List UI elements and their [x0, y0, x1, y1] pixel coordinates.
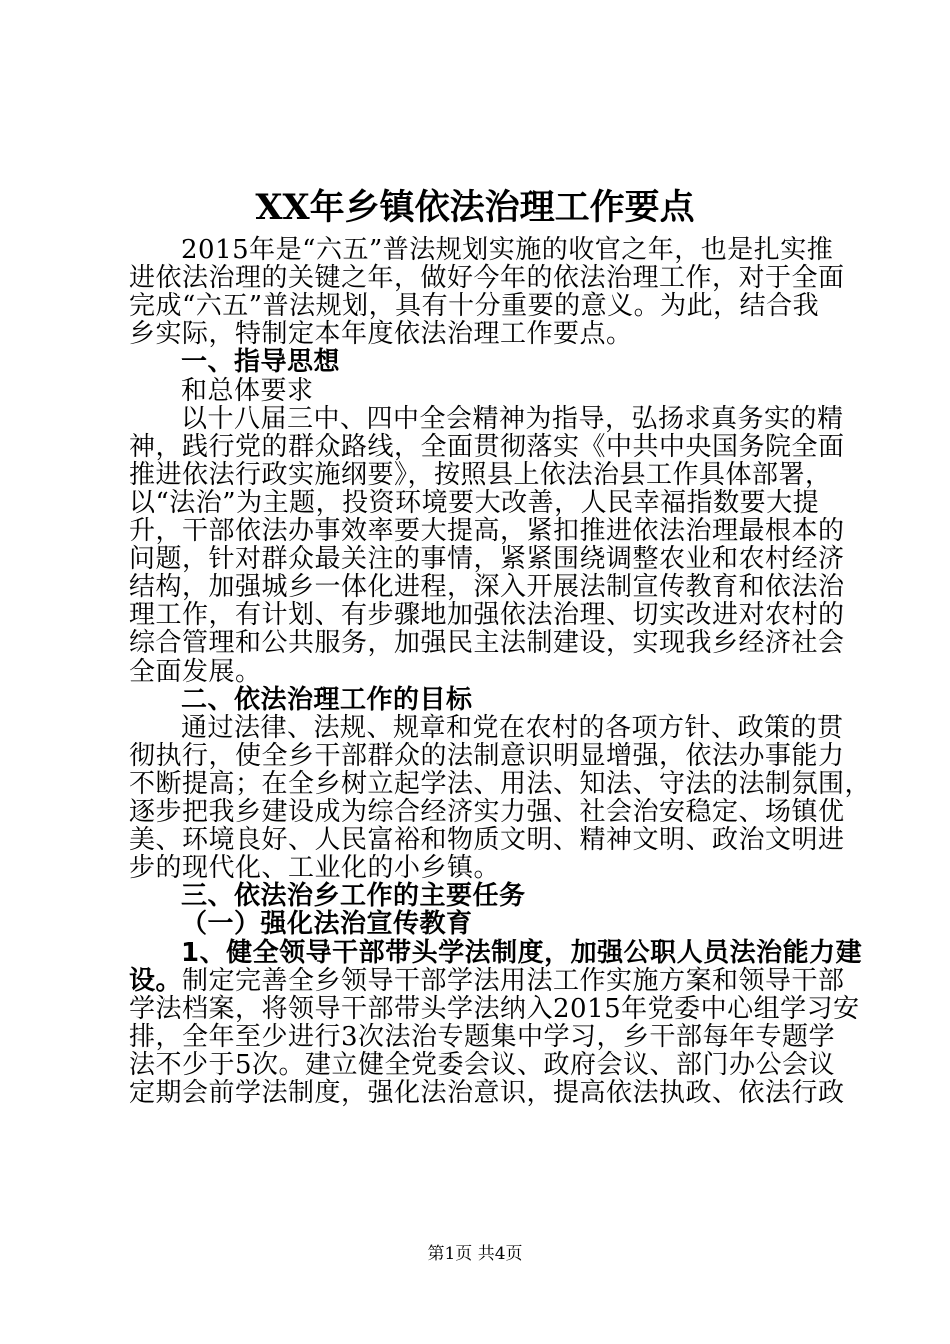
paragraph-line: 完成“六五”普法规划，具有十分重要的意义。为此，结合我 [129, 291, 820, 321]
paragraph-line: 理工作，有计划、有步骤地加强依法治理、切实改进对农村的 [129, 600, 845, 630]
subsection-heading: （一）强化法治宣传教育 [181, 909, 473, 939]
paragraph-line: 推进依法行政实施纲要》，按照县上依法治县工作具体部署， [129, 460, 832, 490]
paragraph-line: 定期会前学法制度，强化法治意识，提高依法执政、依法行政 [129, 1078, 845, 1108]
paragraph-line: 综合管理和公共服务，加强民主法制建设，实现我乡经济社会 [129, 628, 845, 658]
paragraph-line: 美、环境良好、人民富裕和物质文明、精神文明、政治文明进 [129, 825, 845, 855]
paragraph-line: 升，干部依法办事效率要大提高，紧扣推进依法治理最根本的 [129, 516, 845, 546]
paragraph-line: 神，践行党的群众路线，全面贯彻落实《中共中央国务院全面 [129, 432, 845, 462]
section-heading: 一、指导思想 [181, 347, 341, 377]
paragraph-line: 通过法律、法规、规章和党在农村的各项方针、政策的贯 [181, 713, 844, 743]
paragraph-line: 法不少于5次。建立健全党委会议、政府会议、部门办公会议 [129, 1050, 836, 1080]
paragraph-line: 乡实际，特制定本年度依法治理工作要点。 [129, 319, 633, 349]
paragraph-line: 进依法治理的关键之年，做好今年的依法治理工作，对于全面 [129, 263, 845, 293]
section-heading: 二、依法治理工作的目标 [181, 685, 473, 715]
paragraph-line: 彻执行，使全乡干部群众的法制意识明显增强，依法办事能力 [129, 741, 845, 771]
paragraph-line: 排，全年至少进行3次法治专题集中学习，乡干部每年专题学 [129, 1022, 836, 1052]
page-footer: 第1页 共4页 [427, 1244, 523, 1264]
paragraph-line: 和总体要求 [181, 376, 314, 406]
section-heading: 三、依法治乡工作的主要任务 [181, 881, 526, 911]
paragraph-line: 2015年是“六五”普法规划实施的收官之年，也是扎实推 [181, 235, 834, 265]
document-title: XX年乡镇依法治理工作要点 [255, 187, 695, 228]
paragraph-line: 问题，针对群众最关注的事情，紧紧围绕调整农业和农村经济 [129, 544, 845, 574]
paragraph-text: 制定完善全乡领导干部学法用法工作实施方案和领导干部 [182, 966, 845, 996]
item-heading: 1、健全领导干部带头学法制度，加强公职人员法治能力建 [181, 938, 863, 968]
paragraph-line: 不断提高；在全乡树立起学法、用法、知法、守法的法制氛围， [129, 769, 872, 799]
paragraph-line: 学法档案，将领导干部带头学法纳入2015年党委中心组学习安 [129, 994, 860, 1024]
paragraph-line: 以“法治”为主题，投资环境要大改善，人民幸福指数要大提 [129, 488, 820, 518]
item-heading-end: 设。 [129, 966, 183, 996]
paragraph-line: 步的现代化、工业化的小乡镇。 [129, 853, 501, 883]
paragraph-line: 逐步把我乡建设成为综合经济实力强、社会治安稳定、场镇优 [129, 797, 845, 827]
paragraph-line: 全面发展。 [129, 657, 262, 687]
paragraph-line: 以十八届三中、四中全会精神为指导，弘扬求真务实的精 [181, 404, 844, 434]
paragraph-line: 结构，加强城乡一体化进程，深入开展法制宣传教育和依法治 [129, 572, 845, 602]
paragraph-line [129, 966, 845, 996]
